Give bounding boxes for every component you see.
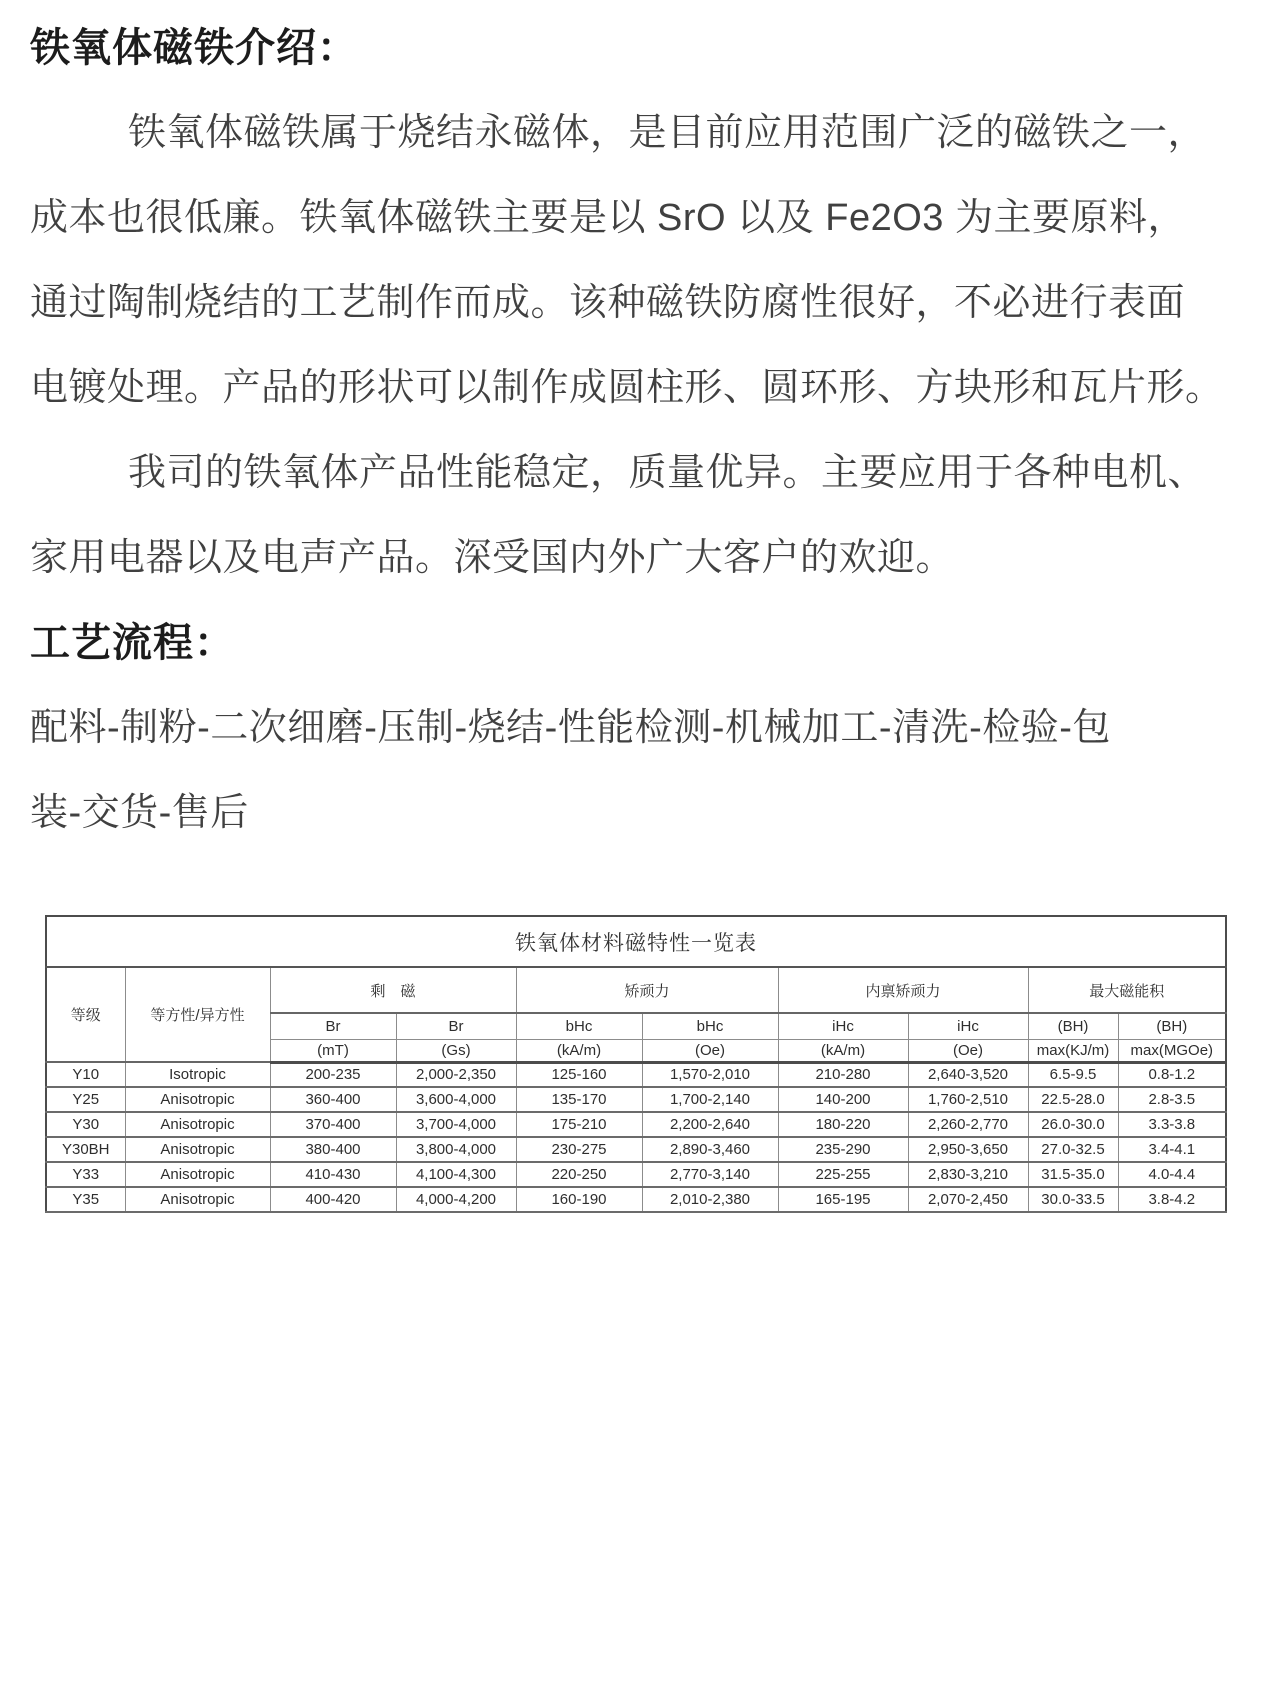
isotropy-cell: Anisotropic <box>125 1162 270 1187</box>
table-cell: 2.8-3.5 <box>1118 1087 1226 1112</box>
intrinsic-coercivity-group-header: 内禀矫顽力 <box>778 967 1028 1013</box>
unit-header-cell: max(MGOe) <box>1118 1039 1226 1062</box>
table-title-row <box>46 916 1226 967</box>
symbol-header-cell: bHc <box>516 1013 642 1039</box>
company-paragraph <box>30 431 1257 601</box>
table-row <box>46 1162 1226 1187</box>
table-cell: 3.8-4.2 <box>1118 1187 1226 1212</box>
table-cell: 4.0-4.4 <box>1118 1162 1226 1187</box>
company-paragraph-line: 家用电器以及电声产品。深受国内外广大客户的欢迎。 <box>30 537 955 579</box>
isotropy-cell: Anisotropic <box>125 1137 270 1162</box>
remanence-group-header: 剩 磁 <box>270 967 516 1013</box>
isotropy-header-cell: 等方性/异方性 <box>125 967 270 1062</box>
process-flow-paragraph <box>30 686 1257 856</box>
symbol-header-cell: bHc <box>642 1013 778 1039</box>
table-cell: 3.4-4.1 <box>1118 1137 1226 1162</box>
table-cell: 400-420 <box>270 1187 396 1212</box>
intro-paragraph-line: 成本也很低廉。铁氧体磁铁主要是以 SrO 以及 Fe2O3 为主要原料， <box>30 197 1186 239</box>
table-cell: 26.0-30.0 <box>1028 1112 1118 1137</box>
table-cell: 27.0-32.5 <box>1028 1137 1118 1162</box>
grade-cell: Y25 <box>46 1087 125 1112</box>
table-cell: 180-220 <box>778 1112 908 1137</box>
table-cell: 410-430 <box>270 1162 396 1187</box>
unit-header-cell: (Gs) <box>396 1039 516 1062</box>
unit-header-cell: (mT) <box>270 1039 396 1062</box>
company-paragraph-line: 我司的铁氧体产品性能稳定，质量优异。主要应用于各种电机、 <box>128 452 1207 494</box>
symbol-header-cell: (BH) <box>1118 1013 1226 1039</box>
grade-cell: Y10 <box>46 1062 125 1087</box>
table-cell: 31.5-35.0 <box>1028 1162 1118 1187</box>
table-cell: 2,010-2,380 <box>642 1187 778 1212</box>
grade-header-cell: 等级 <box>46 967 125 1062</box>
magnetic-properties-table <box>45 915 1227 1213</box>
table-cell: 4,000-4,200 <box>396 1187 516 1212</box>
table-cell: 360-400 <box>270 1087 396 1112</box>
symbol-header-cell: iHc <box>908 1013 1028 1039</box>
table-row <box>46 1112 1226 1137</box>
table-cell: 225-255 <box>778 1162 908 1187</box>
table-cell: 3,600-4,000 <box>396 1087 516 1112</box>
table-cell: 2,200-2,640 <box>642 1112 778 1137</box>
table-cell: 0.8-1.2 <box>1118 1062 1226 1087</box>
intro-heading: 铁氧体磁铁介绍： <box>30 26 358 70</box>
table-cell: 1,570-2,010 <box>642 1062 778 1087</box>
table-cell: 200-235 <box>270 1062 396 1087</box>
table-cell: 3,800-4,000 <box>396 1137 516 1162</box>
table-cell: 4,100-4,300 <box>396 1162 516 1187</box>
isotropy-cell: Isotropic <box>125 1062 270 1087</box>
table-cell: 140-200 <box>778 1087 908 1112</box>
symbol-header-cell: Br <box>270 1013 396 1039</box>
table-cell: 6.5-9.5 <box>1028 1062 1118 1087</box>
max-energy-product-group-header: 最大磁能积 <box>1028 967 1226 1013</box>
table-cell: 2,000-2,350 <box>396 1062 516 1087</box>
isotropy-cell: Anisotropic <box>125 1187 270 1212</box>
table-group-header-row <box>46 967 1226 1013</box>
table-cell: 2,260-2,770 <box>908 1112 1028 1137</box>
table-title: 铁氧体材料磁特性一览表 <box>46 916 1226 967</box>
coercivity-group-header: 矫顽力 <box>516 967 778 1013</box>
table-cell: 1,760-2,510 <box>908 1087 1028 1112</box>
table-cell: 370-400 <box>270 1112 396 1137</box>
table-cell: 235-290 <box>778 1137 908 1162</box>
isotropy-cell: Anisotropic <box>125 1112 270 1137</box>
grade-cell: Y30 <box>46 1112 125 1137</box>
table-row <box>46 1187 1226 1212</box>
table-cell: 160-190 <box>516 1187 642 1212</box>
table-cell: 1,700-2,140 <box>642 1087 778 1112</box>
table-row <box>46 1062 1226 1087</box>
intro-paragraph-line: 通过陶制烧结的工艺制作而成。该种磁铁防腐性很好，不必进行表面 <box>30 282 1186 324</box>
table-cell: 30.0-33.5 <box>1028 1187 1118 1212</box>
symbol-header-cell: Br <box>396 1013 516 1039</box>
table-cell: 3.3-3.8 <box>1118 1112 1226 1137</box>
table-cell: 125-160 <box>516 1062 642 1087</box>
unit-header-cell: (Oe) <box>908 1039 1028 1062</box>
table-cell: 380-400 <box>270 1137 396 1162</box>
table-row <box>46 1137 1226 1162</box>
table-cell: 2,950-3,650 <box>908 1137 1028 1162</box>
table-cell: 2,640-3,520 <box>908 1062 1028 1087</box>
table-cell: 135-170 <box>516 1087 642 1112</box>
table-cell: 2,770-3,140 <box>642 1162 778 1187</box>
table-cell: 2,070-2,450 <box>908 1187 1028 1212</box>
table-cell: 230-275 <box>516 1137 642 1162</box>
table-row <box>46 1087 1226 1112</box>
symbol-header-cell: (BH) <box>1028 1013 1118 1039</box>
intro-paragraph-line: 电镀处理。产品的形状可以制作成圆柱形、圆环形、方块形和瓦片形。 <box>30 367 1224 409</box>
grade-cell: Y33 <box>46 1162 125 1187</box>
grade-cell: Y35 <box>46 1187 125 1212</box>
unit-header-cell: (Oe) <box>642 1039 778 1062</box>
table-cell: 165-195 <box>778 1187 908 1212</box>
unit-header-cell: max(KJ/m) <box>1028 1039 1118 1062</box>
symbol-header-cell: iHc <box>778 1013 908 1039</box>
unit-header-cell: (kA/m) <box>516 1039 642 1062</box>
unit-header-cell: (kA/m) <box>778 1039 908 1062</box>
isotropy-cell: Anisotropic <box>125 1087 270 1112</box>
process-heading: 工艺流程： <box>30 621 235 665</box>
table-cell: 2,890-3,460 <box>642 1137 778 1162</box>
intro-paragraph-line: 铁氧体磁铁属于烧结永磁体，是目前应用范围广泛的磁铁之一， <box>128 112 1207 154</box>
table-cell: 22.5-28.0 <box>1028 1087 1118 1112</box>
grade-cell: Y30BH <box>46 1137 125 1162</box>
table-cell: 3,700-4,000 <box>396 1112 516 1137</box>
table-cell: 220-250 <box>516 1162 642 1187</box>
process-flow-line: 装-交货-售后 <box>30 792 249 834</box>
process-flow-line: 配料-制粉-二次细磨-压制-烧结-性能检测-机械加工-清洗-检验-包 <box>30 707 1111 749</box>
table-cell: 210-280 <box>778 1062 908 1087</box>
intro-paragraph <box>30 91 1257 431</box>
table-cell: 2,830-3,210 <box>908 1162 1028 1187</box>
table-cell: 175-210 <box>516 1112 642 1137</box>
